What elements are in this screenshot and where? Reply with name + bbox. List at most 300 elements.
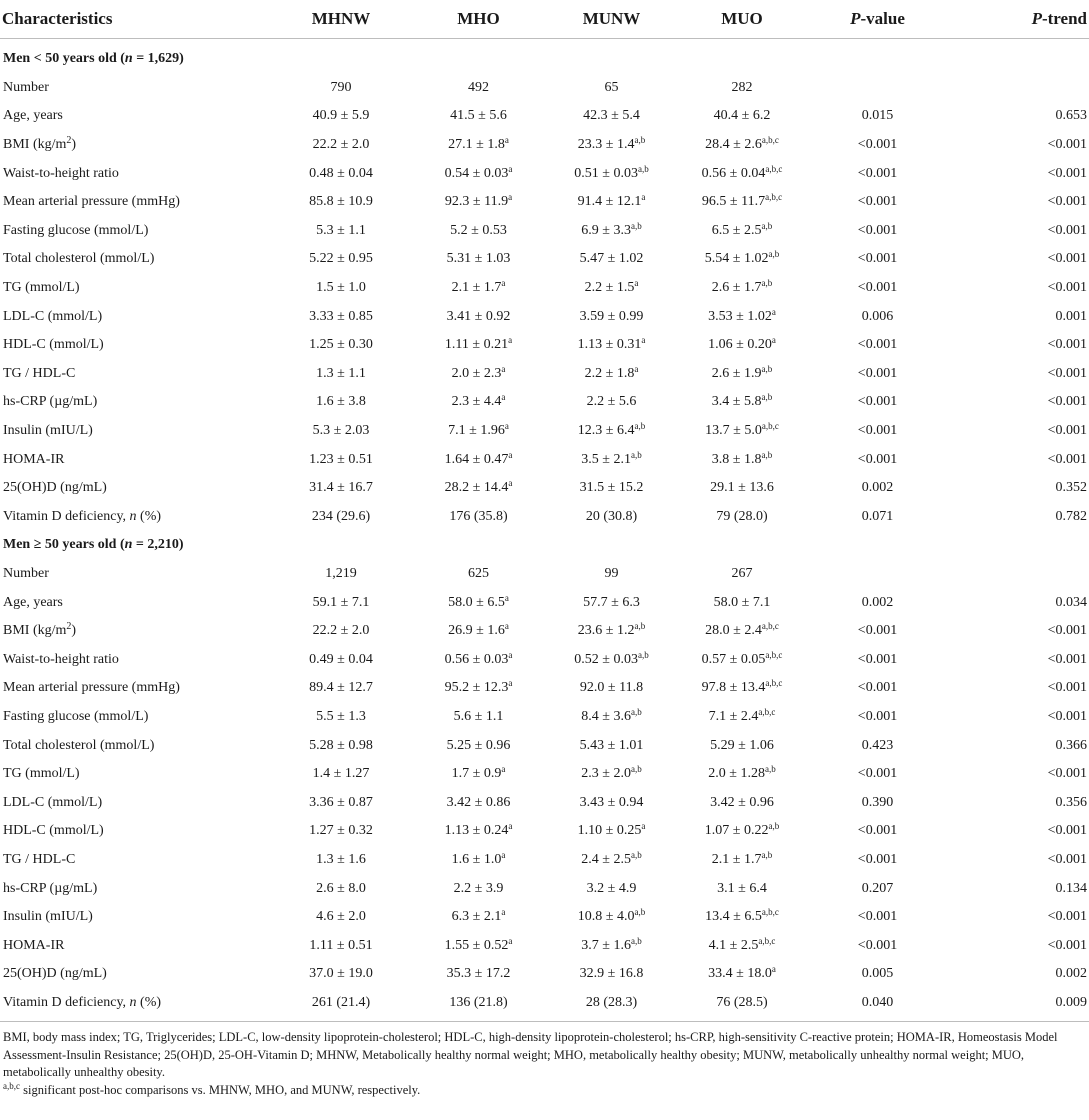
significance-marker: a	[508, 478, 513, 489]
significance-marker: a,b,c	[765, 163, 783, 174]
row-label-fasting-glucose-mmol-l: Fasting glucose (mmol/L)	[3, 222, 149, 238]
table-row	[0, 731, 1089, 760]
cell-muo: $0.56 \pm 0.04^{a,b,c}$	[701, 163, 783, 181]
cell-muo: 76 (28.5)	[716, 994, 768, 1010]
table-row	[0, 989, 1089, 1018]
cell-mhnw: 1.3 ± 1.6	[316, 851, 366, 867]
table-footnotes	[3, 1029, 1085, 1099]
cell-munw: $8.4 \pm 3.6^{a,b}$	[581, 706, 642, 724]
cell-mho: 58.0 ± 6.5$^a$	[448, 592, 509, 610]
cell-p-value: 0.423	[861, 737, 894, 753]
cell-p-value: 0.071	[861, 508, 894, 524]
cell-p-value: <0.001	[857, 708, 898, 724]
cell-p-trend: <0.001	[1047, 222, 1087, 238]
cell-munw: $10.8 \pm 4.0^{a,b}$	[577, 907, 646, 925]
row-label-vitamin-d-deficiency-n: Vitamin D deficiency, n (%)	[3, 994, 162, 1010]
cell-muo: 267	[731, 565, 753, 581]
cell-mho: 2.0 ± 2.3$^a$	[451, 363, 506, 381]
cell-muo: $28.0 \pm 2.4^{a,b,c}$	[705, 621, 779, 639]
table-row	[0, 417, 1089, 446]
row-label-waist-to-height-ratio: Waist-to-height ratio	[3, 651, 119, 667]
table-row	[0, 245, 1089, 274]
table-row	[0, 703, 1089, 732]
cell-mhnw: 89.4 ± 12.7	[309, 680, 373, 696]
table-body	[0, 39, 1089, 1018]
table-row	[0, 188, 1089, 217]
row-label-age-years: Age, years	[3, 108, 63, 124]
cell-mho: 0.54 ± 0.03$^a$	[444, 163, 513, 181]
significance-marker: a	[508, 649, 513, 660]
significance-marker: a	[641, 192, 646, 203]
cell-p-trend: <0.001	[1047, 365, 1087, 381]
cell-muo: $2.6 \pm 1.7^{a,b}$	[711, 278, 773, 296]
cell-p-value: <0.001	[857, 623, 898, 639]
cell-p-value: <0.001	[857, 394, 898, 410]
table-row	[0, 960, 1089, 989]
cell-mho: 1.55 ± 0.52$^a$	[444, 935, 513, 953]
footnote-posthoc	[3, 1082, 1085, 1100]
cell-p-value: <0.001	[857, 194, 898, 210]
cell-mho: 1.64 ± 0.47$^a$	[444, 449, 513, 467]
cell-p-trend: 0.356	[1055, 794, 1087, 810]
significance-marker: a,b,c	[765, 192, 783, 203]
row-label-total-cholesterol-mmol-l: Total cholesterol (mmol/L)	[3, 251, 155, 267]
cell-muo: 29.1 ± 13.6	[710, 480, 774, 496]
cell-mho: 35.3 ± 17.2	[446, 966, 511, 982]
row-label-mean-arterial-pressure-mmhg: Mean arterial pressure (mmHg)	[3, 680, 180, 696]
cell-mho: 3.41 ± 0.92	[446, 308, 511, 324]
cell-p-value: <0.001	[857, 651, 898, 667]
cell-p-trend: <0.001	[1047, 451, 1087, 467]
table-row	[0, 302, 1089, 331]
cell-mhnw: 1.11 ± 0.51	[309, 937, 373, 953]
row-label-hs-crp-g-ml: hs-CRP (µg/mL)	[3, 880, 98, 896]
cell-mhnw: 22.2 ± 2.0	[312, 137, 370, 153]
cell-p-value: <0.001	[857, 766, 898, 782]
significance-marker: a	[508, 935, 513, 946]
footnote-posthoc-text: significant post-hoc comparisons vs. MHNW, MHO, and MUNW, respectively.	[20, 1082, 421, 1097]
cell-p-value: 0.015	[861, 108, 894, 124]
cell-mho: 625	[468, 565, 489, 581]
cell-p-value: <0.001	[857, 137, 898, 153]
cell-p-value: <0.001	[857, 937, 898, 953]
row-label-number: Number	[3, 79, 49, 95]
cell-muo: 40.4 ± 6.2	[713, 108, 771, 124]
significance-marker: a	[771, 306, 776, 317]
header-p-value-rest: -value	[860, 9, 905, 28]
significance-marker: a,b	[634, 421, 646, 432]
significance-marker: a	[508, 821, 513, 832]
significance-marker: a,b,c	[761, 621, 779, 632]
cell-mhnw: 0.49 ± 0.04	[309, 651, 373, 667]
row-label-tg-mmol-l: TG (mmol/L)	[3, 766, 80, 782]
cell-p-trend: <0.001	[1047, 937, 1087, 953]
significance-marker: a	[508, 163, 513, 174]
cell-p-value: 0.390	[861, 794, 894, 810]
significance-marker: a	[501, 278, 506, 289]
cell-munw: $3.5 \pm 2.1^{a,b}$	[581, 449, 642, 467]
cell-muo: $0.57 \pm 0.05^{a,b,c}$	[701, 649, 783, 667]
cell-munw: 2.2 ± 1.5$^a$	[584, 278, 639, 296]
cell-muo: $5.54 \pm 1.02^{a,b}$	[704, 249, 780, 267]
cell-p-trend: <0.001	[1047, 423, 1087, 439]
cell-munw: 1.10 ± 0.25$^a$	[577, 821, 646, 839]
cell-munw: 2.2 ± 1.8$^a$	[584, 363, 639, 381]
cell-munw: $2.3 \pm 2.0^{a,b}$	[581, 764, 642, 782]
significance-marker: a	[771, 964, 776, 975]
cell-mhnw: 1.6 ± 3.8	[316, 394, 366, 410]
cell-munw: 92.0 ± 11.8	[579, 680, 644, 696]
section-header-1	[0, 45, 1089, 74]
cell-muo: 282	[731, 79, 753, 95]
cell-muo: $96.5 \pm 11.7^{a,b,c}$	[701, 192, 783, 210]
cell-p-value: <0.001	[857, 680, 898, 696]
row-label-tg-hdl-c: TG / HDL-C	[3, 365, 76, 381]
table-row	[0, 102, 1089, 131]
table-bottom-rule	[0, 1021, 1089, 1022]
significance-marker: a,b	[637, 649, 649, 660]
significance-marker: a,b	[630, 935, 642, 946]
header-p-value	[806, 0, 949, 39]
cell-mhnw: 59.1 ± 7.1	[312, 594, 370, 610]
cell-mho: 1.13 ± 0.24$^a$	[444, 821, 513, 839]
cell-p-value: 0.040	[861, 994, 894, 1010]
cell-p-value: <0.001	[857, 823, 898, 839]
cell-mho: 0.56 ± 0.03$^a$	[444, 649, 513, 667]
cell-p-trend: <0.001	[1047, 623, 1087, 639]
header-row	[0, 0, 1089, 39]
table-row	[0, 874, 1089, 903]
header-muo: MUO	[678, 0, 806, 39]
cell-p-trend	[949, 74, 1089, 103]
cell-p-value: <0.001	[857, 423, 898, 439]
cell-munw: 2.2 ± 5.6	[586, 394, 637, 410]
cell-mho: 27.1 ± 1.8$^a$	[448, 135, 509, 153]
cell-mho: 5.2 ± 0.53	[450, 222, 507, 238]
cell-mho: 1.11 ± 0.21$^a$	[444, 335, 513, 353]
significance-marker: a	[504, 135, 509, 146]
cell-munw: 1.13 ± 0.31$^a$	[577, 335, 646, 353]
cell-munw: $0.51 \pm 0.03^{a,b}$	[574, 163, 649, 181]
table-row	[0, 474, 1089, 503]
cell-mhnw: 1,219	[325, 565, 357, 581]
cell-munw: 65	[604, 79, 619, 95]
cell-mho: 5.25 ± 0.96	[446, 737, 511, 753]
cell-mho: 2.3 ± 4.4$^a$	[451, 392, 506, 410]
cell-p-trend: 0.002	[1055, 966, 1087, 982]
cell-mhnw: 1.3 ± 1.1	[316, 365, 366, 381]
significance-marker: a,b	[630, 449, 642, 460]
significance-marker: a	[508, 335, 513, 346]
cell-mhnw: 0.48 ± 0.04	[309, 165, 373, 181]
header-p-trend	[949, 0, 1089, 39]
significance-marker: a,b	[634, 135, 646, 146]
cell-munw: 20 (30.8)	[585, 508, 638, 524]
table-row	[0, 617, 1089, 646]
cell-mho: 1.6 ± 1.0$^a$	[451, 849, 506, 867]
significance-marker: a,b,c	[761, 907, 779, 918]
cell-mho: 6.3 ± 2.1$^a$	[451, 907, 506, 925]
significance-marker: a,b,c	[761, 135, 779, 146]
header-characteristics: Characteristics	[0, 0, 270, 39]
cell-p-trend: 0.366	[1055, 737, 1087, 753]
cell-p-trend: <0.001	[1047, 337, 1087, 353]
cell-p-trend: <0.001	[1047, 251, 1087, 267]
table-row	[0, 760, 1089, 789]
header-p-trend-p: P	[1031, 9, 1042, 28]
cell-mhnw: 1.27 ± 0.32	[309, 823, 373, 839]
cell-p-trend: <0.001	[1047, 708, 1087, 724]
cell-p-value: <0.001	[857, 251, 898, 267]
significance-marker: a,b	[768, 249, 780, 260]
cell-munw: $0.52 \pm 0.03^{a,b}$	[574, 649, 649, 667]
cell-mho: 5.31 ± 1.03	[446, 251, 511, 267]
cell-p-value	[806, 74, 949, 103]
significance-marker: a,b	[761, 849, 773, 860]
cell-p-value: 0.005	[861, 966, 894, 982]
cell-munw: 99	[604, 565, 619, 581]
cell-p-value: <0.001	[857, 222, 898, 238]
header-mho: MHO	[412, 0, 545, 39]
cell-mhnw: 5.28 ± 0.98	[309, 737, 373, 753]
row-label-25-oh-d-ng-ml: 25(OH)D (ng/mL)	[3, 966, 107, 982]
significance-marker: a,b	[761, 220, 773, 231]
cell-mhnw: 5.22 ± 0.95	[309, 251, 373, 267]
row-label-hdl-c-mmol-l: HDL-C (mmol/L)	[3, 823, 104, 839]
table-row	[0, 217, 1089, 246]
cell-munw: 32.9 ± 16.8	[579, 966, 644, 982]
cell-mho: 136 (21.8)	[449, 994, 508, 1010]
significance-marker: a,b,c	[758, 935, 776, 946]
significance-marker: a	[501, 849, 506, 860]
significance-marker: a,b	[761, 449, 773, 460]
cell-munw: 3.2 ± 4.9	[586, 880, 637, 896]
cell-mhnw: 1.25 ± 0.30	[309, 337, 373, 353]
cell-mho: 3.42 ± 0.86	[446, 794, 511, 810]
table-row	[0, 931, 1089, 960]
cell-p-trend: 0.009	[1055, 994, 1087, 1010]
cell-mhnw: 1.23 ± 0.51	[309, 451, 373, 467]
significance-marker: a,b	[761, 392, 773, 403]
significance-marker: a,b,c	[758, 706, 776, 717]
significance-marker: a	[508, 449, 513, 460]
significance-marker: a,b	[634, 907, 646, 918]
cell-p-value: <0.001	[857, 365, 898, 381]
section-title: Men < 50 years old (n = 1,629)	[3, 51, 184, 67]
cell-mhnw: 1.5 ± 1.0	[316, 280, 366, 296]
table-row	[0, 331, 1089, 360]
cell-munw: 31.5 ± 15.2	[579, 480, 644, 496]
cell-mho: 7.1 ± 1.96$^a$	[448, 421, 509, 439]
cell-p-value: <0.001	[857, 451, 898, 467]
cell-munw: 5.43 ± 1.01	[579, 737, 644, 753]
header-p-value-p: P	[850, 9, 861, 28]
significance-marker: a	[504, 421, 509, 432]
table-row	[0, 645, 1089, 674]
significance-marker: a	[501, 907, 506, 918]
table-row	[0, 274, 1089, 303]
significance-marker: a,b,c	[765, 649, 783, 660]
cell-mhnw: 37.0 ± 19.0	[309, 966, 373, 982]
cell-mho: 492	[468, 79, 489, 95]
row-label-mean-arterial-pressure-mmhg: Mean arterial pressure (mmHg)	[3, 194, 180, 210]
header-p-trend-rest: -trend	[1041, 9, 1087, 28]
cell-munw: 3.43 ± 0.94	[579, 794, 644, 810]
cell-muo: $6.5 \pm 2.5^{a,b}$	[711, 220, 773, 238]
cell-munw: 42.3 ± 5.4	[583, 108, 640, 124]
cell-muo: $2.6 \pm 1.9^{a,b}$	[711, 363, 773, 381]
cell-muo: $3.8 \pm 1.8^{a,b}$	[711, 449, 773, 467]
cell-p-trend: <0.001	[1047, 394, 1087, 410]
table-row	[0, 903, 1089, 932]
cell-mhnw: 5.3 ± 2.03	[312, 423, 370, 439]
cell-p-trend: 0.653	[1055, 108, 1087, 124]
cell-p-trend: 0.352	[1055, 480, 1087, 496]
row-label-tg-mmol-l: TG (mmol/L)	[3, 280, 80, 296]
row-label-hs-crp-g-ml: hs-CRP (µg/mL)	[3, 394, 98, 410]
significance-marker: a	[501, 764, 506, 775]
significance-marker: a	[771, 335, 776, 346]
cell-muo: 33.4 ± 18.0$^a$	[708, 964, 776, 982]
table-row	[0, 503, 1089, 532]
significance-marker: a,b	[630, 764, 642, 775]
row-label-insulin-miu-l: Insulin (mIU/L)	[3, 423, 93, 439]
significance-marker: a	[501, 392, 506, 403]
significance-marker: a,b,c	[761, 421, 779, 432]
cell-mhnw: 31.4 ± 16.7	[309, 480, 373, 496]
cell-p-trend: 0.034	[1055, 594, 1087, 610]
cell-muo: $2.0 \pm 1.28^{a,b}$	[708, 764, 776, 782]
significance-marker: a,b	[768, 821, 780, 832]
significance-marker: a	[508, 192, 513, 203]
cell-mhnw: 85.8 ± 10.9	[309, 194, 373, 210]
significance-marker: a,b	[637, 163, 649, 174]
cell-p-trend: 0.001	[1055, 308, 1087, 324]
row-label-number: Number	[3, 565, 49, 581]
cell-munw: 57.7 ± 6.3	[583, 594, 640, 610]
table-row	[0, 388, 1089, 417]
cell-mho: 26.9 ± 1.6$^a$	[448, 621, 509, 639]
cell-mho: 2.2 ± 3.9	[453, 880, 504, 896]
cell-muo: $13.4 \pm 6.5^{a,b,c}$	[705, 907, 779, 925]
cell-p-trend: <0.001	[1047, 766, 1087, 782]
cell-muo: $2.1 \pm 1.7^{a,b}$	[711, 849, 773, 867]
cell-p-trend: <0.001	[1047, 909, 1087, 925]
cell-muo: 3.1 ± 6.4	[717, 880, 767, 896]
cell-muo: 58.0 ± 7.1	[713, 594, 771, 610]
cell-p-value: <0.001	[857, 909, 898, 925]
cell-muo: $4.1 \pm 2.5^{a,b,c}$	[708, 935, 776, 953]
cell-p-value: 0.207	[861, 880, 894, 896]
cell-p-trend: <0.001	[1047, 851, 1087, 867]
cell-p-value	[806, 560, 949, 589]
significance-marker: a	[641, 335, 646, 346]
cell-munw: $2.4 \pm 2.5^{a,b}$	[581, 849, 642, 867]
cell-p-trend: 0.134	[1055, 880, 1087, 896]
table-row	[0, 588, 1089, 617]
row-label-hdl-c-mmol-l: HDL-C (mmol/L)	[3, 337, 104, 353]
significance-marker: a,b	[634, 621, 646, 632]
cell-p-value: 0.002	[861, 480, 894, 496]
row-label-total-cholesterol-mmol-l: Total cholesterol (mmol/L)	[3, 737, 155, 753]
significance-marker: a,b,c	[765, 678, 783, 689]
cell-p-trend: <0.001	[1047, 823, 1087, 839]
cell-p-trend: <0.001	[1047, 651, 1087, 667]
cell-mho: 92.3 ± 11.9$^a$	[444, 192, 513, 210]
cell-mhnw: 2.6 ± 8.0	[316, 880, 366, 896]
table-row	[0, 131, 1089, 160]
header-mhnw: MHNW	[270, 0, 412, 39]
cell-mho: 5.6 ± 1.1	[453, 708, 504, 724]
cell-mho: 2.1 ± 1.7$^a$	[451, 278, 506, 296]
cell-mhnw: 1.4 ± 1.27	[312, 766, 370, 782]
cell-p-trend: <0.001	[1047, 194, 1087, 210]
cell-p-trend: <0.001	[1047, 280, 1087, 296]
row-label-bmi-kg-m: BMI $(kg/m^2)$	[3, 621, 77, 639]
row-label-tg-hdl-c: TG / HDL-C	[3, 851, 76, 867]
cell-mhnw: 234 (29.6)	[311, 508, 371, 524]
cell-muo: 3.42 ± 0.96	[710, 794, 774, 810]
table-row	[0, 74, 1089, 103]
cell-munw: $3.7 \pm 1.6^{a,b}$	[581, 935, 642, 953]
cell-p-value: <0.001	[857, 165, 898, 181]
cell-p-trend: <0.001	[1047, 165, 1087, 181]
row-label-fasting-glucose-mmol-l: Fasting glucose (mmol/L)	[3, 708, 149, 724]
cell-muo: 79 (28.0)	[716, 508, 768, 524]
cell-p-trend: <0.001	[1047, 137, 1087, 153]
cell-muo: $28.4 \pm 2.6^{a,b,c}$	[705, 135, 779, 153]
significance-marker: a,b	[630, 706, 642, 717]
row-label-25-oh-d-ng-ml: 25(OH)D (ng/mL)	[3, 480, 107, 496]
row-label-ldl-c-mmol-l: LDL-C (mmol/L)	[3, 794, 103, 810]
footnote-posthoc-marker: a,b,c	[3, 1080, 20, 1091]
cell-mho: 41.5 ± 5.6	[450, 108, 507, 124]
cell-p-value: 0.002	[861, 594, 894, 610]
significance-marker: a	[634, 278, 639, 289]
row-label-waist-to-height-ratio: Waist-to-height ratio	[3, 165, 119, 181]
significance-marker: a	[508, 678, 513, 689]
significance-marker: a	[501, 363, 506, 374]
cell-munw: $23.3 \pm 1.4^{a,b}$	[577, 135, 646, 153]
cell-muo: $97.8 \pm 13.4^{a,b,c}$	[701, 678, 783, 696]
cell-p-value: <0.001	[857, 337, 898, 353]
cell-mhnw: 790	[330, 79, 352, 95]
table-row	[0, 846, 1089, 875]
table-row	[0, 360, 1089, 389]
footnote-abbreviations: BMI, body mass index; TG, Triglycerides; LDL-C, low-density lipoprotein-cholesterol; HDL-C, high-density lipoprotein-cholesterol; hs-CRP, high-sensitivity C-reactive protein; HOMA-IR, Homeostasis Model Assessment-Insulin Resistance; 25(OH)D, 25-OH-Vitamin D; MHNW, Metabolically healthy normal weight; MHO, metabolically healthy obesity; MUNW, metabolically unhealthy normal weight; MUO, metabolically unhealthy obesity.	[3, 1030, 1058, 1080]
cell-muo: 3.53 ± 1.02$^a$	[708, 306, 776, 324]
significance-marker: a	[504, 592, 509, 603]
significance-marker: a	[641, 821, 646, 832]
cell-p-trend	[949, 560, 1089, 589]
cell-muo: $13.7 \pm 5.0^{a,b,c}$	[705, 421, 779, 439]
cell-munw: $23.6 \pm 1.2^{a,b}$	[577, 621, 646, 639]
cell-mhnw: 3.33 ± 0.85	[309, 308, 373, 324]
cell-muo: $3.4 \pm 5.8^{a,b}$	[711, 392, 773, 410]
cell-muo: 1.06 ± 0.20$^a$	[708, 335, 776, 353]
cell-mhnw: 5.3 ± 1.1	[316, 222, 366, 238]
row-label-bmi-kg-m: BMI $(kg/m^2)$	[3, 135, 77, 153]
cell-mhnw: 5.5 ± 1.3	[316, 708, 366, 724]
row-label-ldl-c-mmol-l: LDL-C (mmol/L)	[3, 308, 103, 324]
row-label-age-years: Age, years	[3, 594, 63, 610]
header-munw: MUNW	[545, 0, 678, 39]
cell-mhnw: 261 (21.4)	[311, 994, 371, 1010]
cell-p-trend: <0.001	[1047, 680, 1087, 696]
significance-marker: a,b	[630, 220, 642, 231]
cell-munw: $6.9 \pm 3.3^{a,b}$	[581, 220, 642, 238]
row-label-insulin-miu-l: Insulin (mIU/L)	[3, 909, 93, 925]
